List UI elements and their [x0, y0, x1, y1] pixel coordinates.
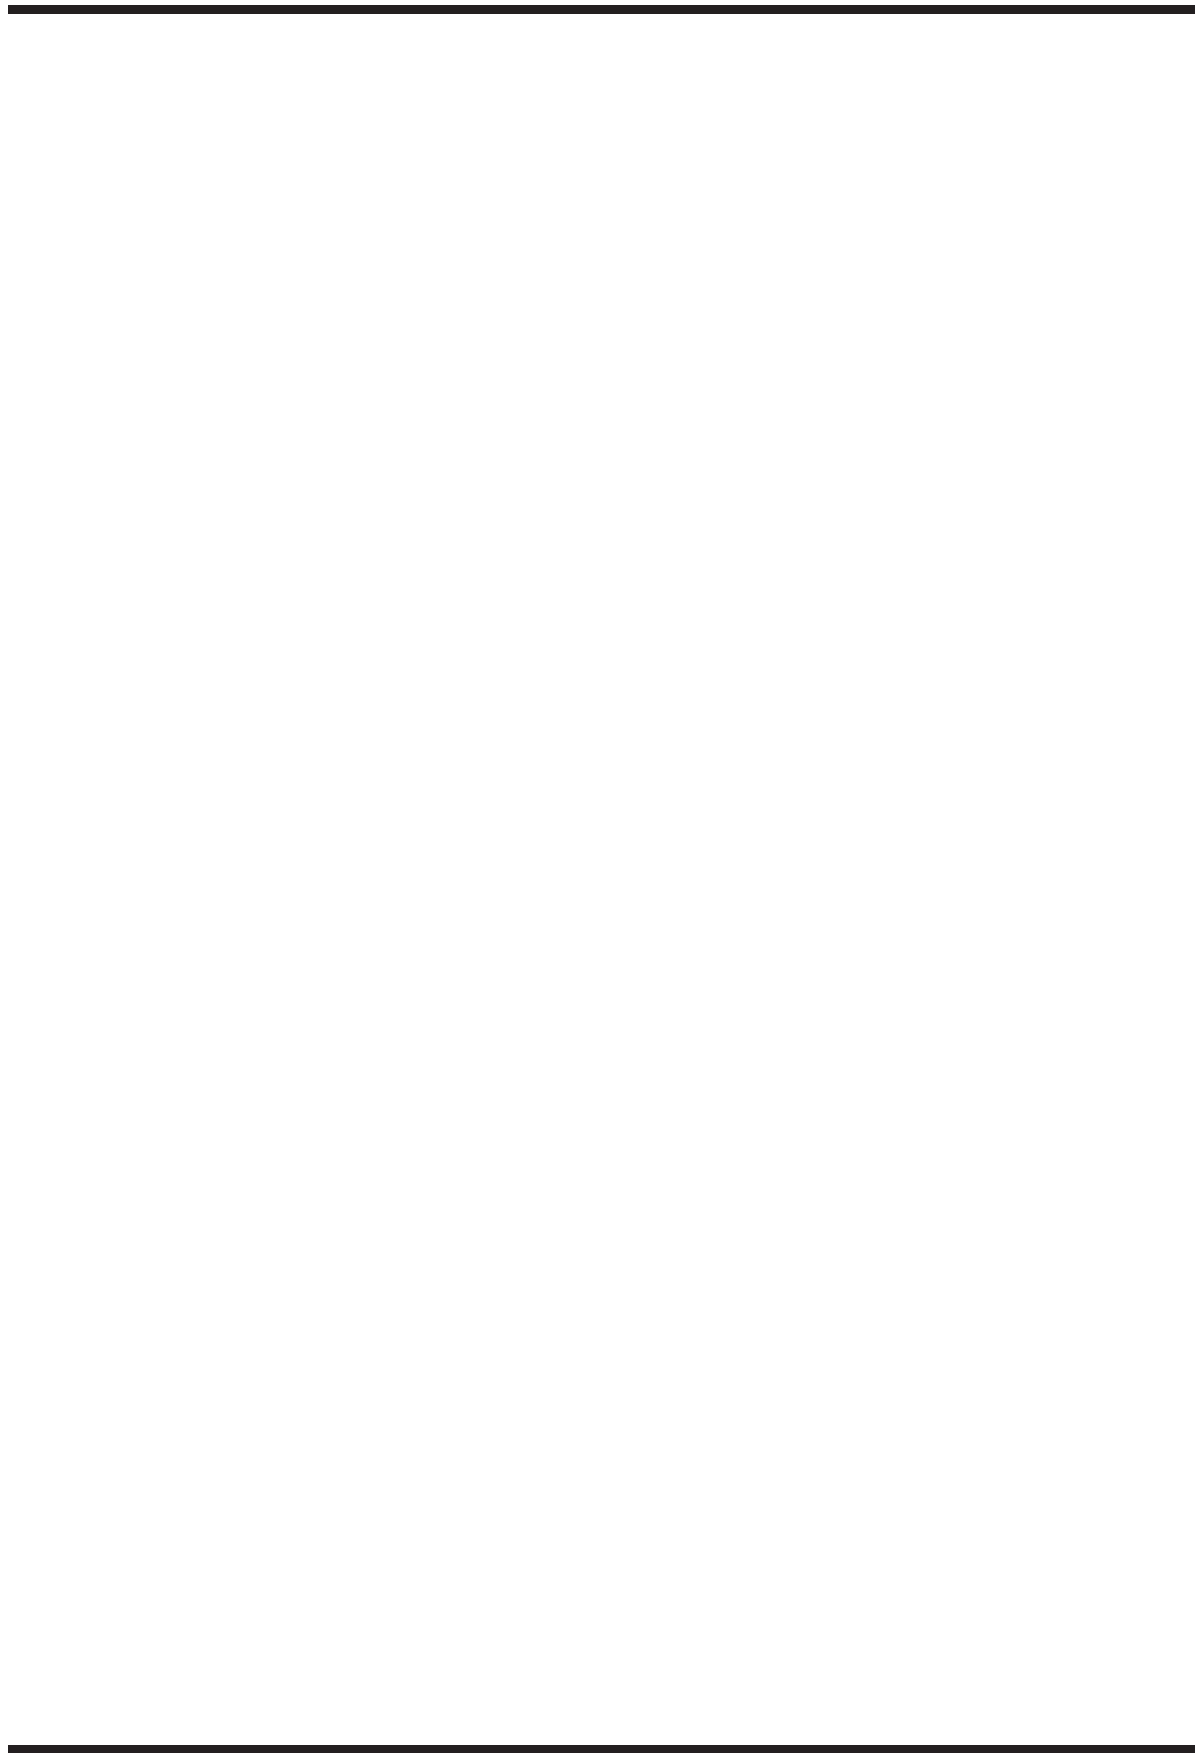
figure-1-3-chart	[20, 80, 550, 840]
top-rule	[8, 5, 1195, 14]
figure-1-4-chart	[20, 898, 550, 1658]
bottom-rule	[8, 1745, 1195, 1753]
figure-2-chart	[555, 160, 1100, 600]
